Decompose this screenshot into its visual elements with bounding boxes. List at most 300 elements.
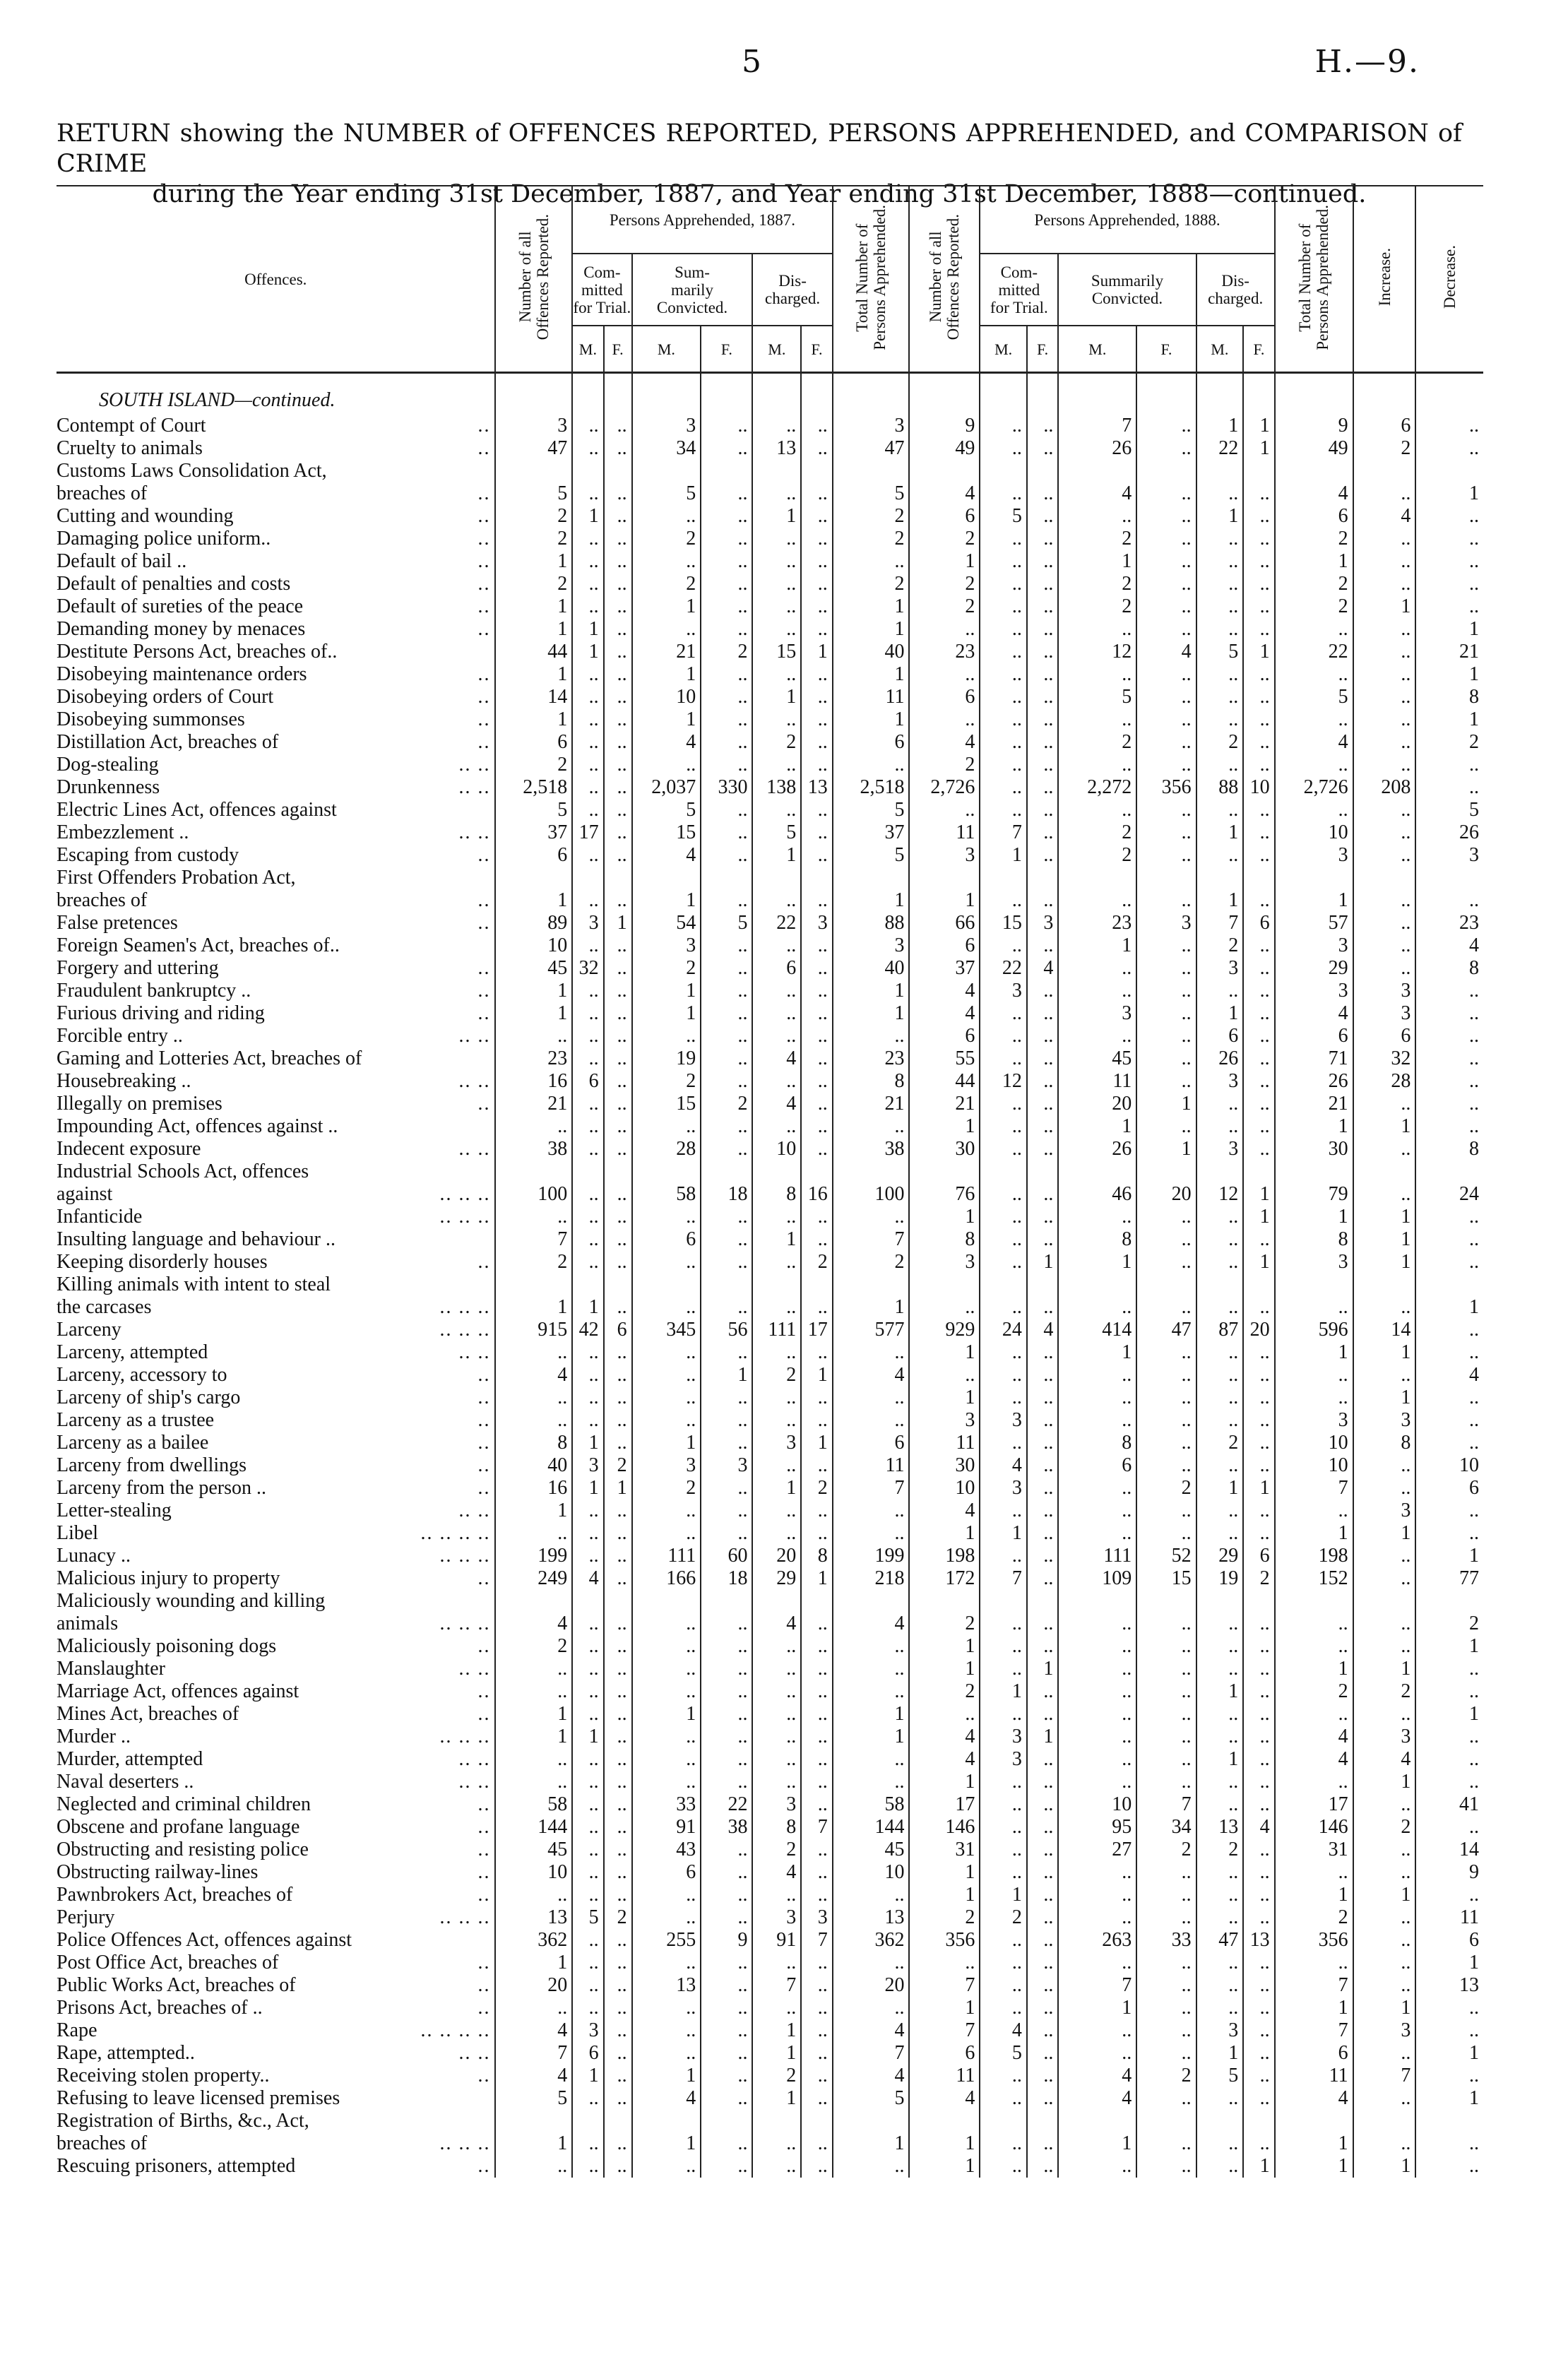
value-cell: ..: [980, 1206, 1027, 1228]
value-cell: [701, 867, 752, 889]
value-cell: 1: [980, 1522, 1027, 1545]
offence-name-cell: [57, 2019, 495, 2042]
offence-name: Illegally on premises: [57, 1093, 222, 1115]
value-cell: 13: [1243, 1929, 1274, 1952]
value-cell: 21: [495, 1093, 572, 1115]
value-cell: ..: [572, 1138, 603, 1160]
offence-name: Default of bail ..: [57, 550, 187, 572]
value-cell: 1: [495, 1296, 572, 1319]
value-cell: 2: [1415, 1613, 1483, 1635]
value-cell: 54: [632, 912, 701, 934]
value-cell: 577: [833, 1319, 910, 1341]
value-cell: 1: [833, 1726, 910, 1748]
offence-name-cell: [57, 460, 495, 482]
value-cell: 4: [632, 2087, 701, 2110]
offence-name-cell: [57, 799, 495, 821]
value-cell: 6: [1353, 1025, 1416, 1047]
value-cell: ..: [909, 708, 980, 731]
value-cell: ..: [604, 1002, 632, 1025]
value-cell: 111: [752, 1319, 801, 1341]
table-row: [57, 980, 1483, 1002]
value-cell: 23: [833, 1047, 910, 1070]
value-cell: 32: [1353, 1047, 1416, 1070]
value-cell: ..: [1027, 1952, 1058, 1974]
value-cell: 2: [701, 641, 752, 663]
value-cell: 1: [1275, 1341, 1353, 1364]
offence-name-cell: [57, 595, 495, 618]
header-m: M.: [980, 326, 1027, 373]
value-cell: ..: [1196, 595, 1244, 618]
value-cell: 7: [752, 1974, 801, 1997]
value-cell: [909, 460, 980, 482]
value-cell: ..: [604, 1816, 632, 1839]
value-cell: ..: [1136, 1703, 1196, 1726]
value-cell: ..: [1243, 1703, 1274, 1726]
value-cell: ..: [1415, 1997, 1483, 2019]
offence-name-cell: [57, 1658, 495, 1680]
value-cell: 1: [495, 1002, 572, 1025]
value-cell: ..: [980, 2132, 1027, 2155]
value-cell: ..: [1136, 957, 1196, 980]
value-cell: ..: [701, 663, 752, 686]
value-cell: ..: [701, 2065, 752, 2087]
offence-name-cell: [57, 1545, 495, 1567]
value-cell: ..: [604, 889, 632, 912]
value-cell: ..: [980, 708, 1027, 731]
leader-dots: ..: [477, 550, 491, 572]
value-cell: 5: [1196, 2065, 1244, 2087]
value-cell: 109: [1058, 1567, 1136, 1590]
value-cell: ..: [1243, 1500, 1274, 1522]
value-cell: ..: [572, 1816, 603, 1839]
value-cell: ..: [1058, 1748, 1136, 1771]
offence-name: Maliciously poisoning dogs: [57, 1635, 277, 1657]
value-cell: ..: [1196, 663, 1244, 686]
value-cell: ..: [701, 2087, 752, 2110]
value-cell: ..: [572, 1047, 603, 1070]
value-cell: 10: [1415, 1454, 1483, 1477]
value-cell: ..: [1136, 1251, 1196, 1273]
value-cell: 13: [752, 437, 801, 460]
value-cell: ..: [604, 1251, 632, 1273]
value-cell: ..: [1196, 1906, 1244, 1929]
value-cell: ..: [1196, 1387, 1244, 1409]
value-cell: 2,726: [909, 776, 980, 799]
value-cell: ..: [980, 550, 1027, 573]
value-cell: 6: [833, 1432, 910, 1454]
value-cell: 1: [572, 641, 603, 663]
table-row: [57, 1047, 1483, 1070]
header-f: F.: [604, 326, 632, 373]
value-cell: ..: [1196, 482, 1244, 505]
leader-dots: ..: [477, 731, 491, 753]
value-cell: 1: [1196, 2042, 1244, 2065]
offence-name-cell: [57, 1432, 495, 1454]
value-cell: 1: [495, 708, 572, 731]
value-cell: 2: [1058, 731, 1136, 754]
value-cell: 1: [1353, 1522, 1416, 1545]
value-cell: 1: [1353, 1206, 1416, 1228]
value-cell: 3: [752, 1432, 801, 1454]
value-cell: ..: [1415, 550, 1483, 573]
value-cell: 3: [572, 1454, 603, 1477]
value-cell: ..: [1353, 934, 1416, 957]
leader-dots: ..: [477, 957, 491, 979]
value-cell: 3: [833, 415, 910, 437]
value-cell: 37: [909, 957, 980, 980]
value-cell: ..: [604, 1613, 632, 1635]
value-cell: ..: [1196, 550, 1244, 573]
offence-name: Forcible entry ..: [57, 1025, 183, 1047]
value-cell: [980, 1160, 1027, 1183]
value-cell: 100: [495, 1183, 572, 1206]
value-cell: ..: [572, 1115, 603, 1138]
offence-name: Larceny of ship's cargo: [57, 1387, 241, 1408]
value-cell: ..: [1353, 686, 1416, 708]
leader-dots: .. ..: [458, 821, 491, 843]
value-cell: 2: [1058, 844, 1136, 867]
value-cell: ..: [1027, 1409, 1058, 1432]
value-cell: [1243, 1273, 1274, 1296]
offence-name: Furious driving and riding: [57, 1002, 265, 1024]
leader-dots: ..: [477, 1952, 491, 1973]
value-cell: ..: [1275, 618, 1353, 641]
value-cell: ..: [1353, 2132, 1416, 2155]
value-cell: 146: [1275, 1816, 1353, 1839]
value-cell: 1: [801, 1567, 832, 1590]
value-cell: ..: [1196, 573, 1244, 595]
offence-name-cell: [57, 912, 495, 934]
value-cell: ..: [1027, 1500, 1058, 1522]
table-row: [57, 1387, 1483, 1409]
offence-name: Impounding Act, offences against ..: [57, 1115, 338, 1137]
value-cell: 31: [909, 1839, 980, 1861]
value-cell: ..: [1027, 2019, 1058, 2042]
value-cell: 4: [495, 2065, 572, 2087]
value-cell: ..: [1058, 1522, 1136, 1545]
offence-name-cell: [57, 1567, 495, 1590]
offence-name-cell: [57, 844, 495, 867]
value-cell: 91: [632, 1816, 701, 1839]
value-cell: ..: [1353, 550, 1416, 573]
value-cell: 2,037: [632, 776, 701, 799]
value-cell: 7: [1058, 415, 1136, 437]
value-cell: ..: [632, 1884, 701, 1906]
value-cell: ..: [1027, 1906, 1058, 1929]
value-cell: ..: [1027, 1884, 1058, 1906]
leader-dots: ..: [477, 1432, 491, 1454]
page-number: 5: [742, 44, 761, 80]
value-cell: ..: [1027, 821, 1058, 844]
value-cell: ..: [701, 1748, 752, 1771]
value-cell: 144: [495, 1816, 572, 1839]
value-cell: 32: [572, 957, 603, 980]
value-cell: 4: [909, 1500, 980, 1522]
value-cell: ..: [1027, 980, 1058, 1002]
value-cell: ..: [801, 844, 832, 867]
value-cell: ..: [909, 799, 980, 821]
value-cell: ..: [604, 1364, 632, 1387]
offence-name: Registration of Births, &c., Act,: [57, 2110, 309, 2132]
value-cell: [632, 1273, 701, 1296]
value-cell: ..: [752, 1387, 801, 1409]
value-cell: ..: [1243, 1115, 1274, 1138]
leader-dots: .. .. ..: [439, 1613, 491, 1634]
value-cell: ..: [1136, 618, 1196, 641]
offence-name-cell: [57, 754, 495, 776]
value-cell: 3: [1196, 957, 1244, 980]
value-cell: 1: [909, 889, 980, 912]
value-cell: ..: [1196, 1771, 1244, 1793]
value-cell: ..: [980, 415, 1027, 437]
value-cell: ..: [801, 663, 832, 686]
value-cell: ..: [801, 2132, 832, 2155]
value-cell: 1: [1058, 1997, 1136, 2019]
table-row: [57, 505, 1483, 528]
value-cell: ..: [1415, 2132, 1483, 2155]
value-cell: ..: [1243, 1387, 1274, 1409]
value-cell: [1353, 1160, 1416, 1183]
value-cell: 6: [632, 1228, 701, 1251]
value-cell: ..: [495, 1387, 572, 1409]
offence-name-cell: [57, 1613, 495, 1635]
offence-name-cell: [57, 1816, 495, 1839]
value-cell: 8: [801, 1545, 832, 1567]
value-cell: ..: [1027, 663, 1058, 686]
leader-dots: ..: [477, 1974, 491, 1996]
header-total-apprehended-1888: [1275, 186, 1353, 373]
value-cell: ..: [495, 1341, 572, 1364]
offence-name: animals: [57, 1613, 119, 1634]
leader-dots: ..: [477, 912, 491, 934]
header-m: M.: [752, 326, 801, 373]
value-cell: ..: [1275, 1387, 1353, 1409]
value-cell: 38: [495, 1138, 572, 1160]
value-cell: 2: [632, 1070, 701, 1093]
value-cell: ..: [980, 1839, 1027, 1861]
table-row: [57, 731, 1483, 754]
leader-dots: ..: [477, 1884, 491, 1906]
value-cell: 2: [701, 1093, 752, 1115]
value-cell: ..: [1136, 686, 1196, 708]
value-cell: ..: [1027, 1432, 1058, 1454]
value-cell: ..: [1136, 528, 1196, 550]
value-cell: ..: [1027, 482, 1058, 505]
value-cell: ..: [752, 708, 801, 731]
value-cell: 1: [1275, 1997, 1353, 2019]
value-cell: [752, 460, 801, 482]
value-cell: ..: [632, 505, 701, 528]
value-cell: [1353, 1273, 1416, 1296]
value-cell: 45: [495, 957, 572, 980]
offence-name-cell: [57, 1748, 495, 1771]
value-cell: ..: [1136, 1771, 1196, 1793]
value-cell: ..: [1196, 1997, 1244, 2019]
offence-name: Destitute Persons Act, breaches of..: [57, 641, 338, 663]
value-cell: ..: [801, 1070, 832, 1093]
value-cell: [1353, 867, 1416, 889]
value-cell: 2: [1058, 595, 1136, 618]
value-cell: ..: [572, 1929, 603, 1952]
value-cell: 8: [1415, 957, 1483, 980]
value-cell: 1: [1275, 1115, 1353, 1138]
value-cell: ..: [801, 1454, 832, 1477]
offence-name-cell: [57, 2155, 495, 2178]
value-cell: ..: [801, 754, 832, 776]
leader-dots: ..: [477, 1002, 491, 1024]
value-cell: 4: [1353, 505, 1416, 528]
value-cell: ..: [1136, 2155, 1196, 2178]
value-cell: 1: [752, 2019, 801, 2042]
value-cell: 4: [980, 2019, 1027, 2042]
value-cell: ..: [1353, 1138, 1416, 1160]
value-cell: ..: [801, 731, 832, 754]
value-cell: ..: [632, 2042, 701, 2065]
value-cell: ..: [980, 1138, 1027, 1160]
value-cell: 38: [701, 1816, 752, 1839]
value-cell: ..: [1196, 1251, 1244, 1273]
value-cell: 3: [801, 1906, 832, 1929]
header-decrease: [1415, 186, 1483, 373]
value-cell: ..: [801, 1409, 832, 1432]
value-cell: ..: [701, 2019, 752, 2042]
value-cell: ..: [1136, 1432, 1196, 1454]
offence-name: Industrial Schools Act, offences: [57, 1160, 309, 1182]
value-cell: ..: [1196, 708, 1244, 731]
header-summarily-1887: [632, 254, 753, 326]
value-cell: ..: [1027, 641, 1058, 663]
value-cell: ..: [980, 595, 1027, 618]
value-cell: ..: [833, 1635, 910, 1658]
value-cell: 1: [572, 618, 603, 641]
value-cell: ..: [801, 595, 832, 618]
offence-name-cell: [57, 708, 495, 731]
value-cell: ..: [980, 1974, 1027, 1997]
value-cell: 1: [909, 1387, 980, 1409]
value-cell: ..: [604, 663, 632, 686]
value-cell: ..: [1058, 754, 1136, 776]
value-cell: 8: [1275, 1228, 1353, 1251]
value-cell: 2: [495, 505, 572, 528]
value-cell: 4: [1058, 2065, 1136, 2087]
value-cell: ..: [980, 1047, 1027, 1070]
value-cell: ..: [604, 1771, 632, 1793]
offence-name-cell: [57, 505, 495, 528]
table-row: [57, 1093, 1483, 1115]
value-cell: 345: [632, 1319, 701, 1341]
header-persons-apprehended-1887: Persons Apprehended, 1887.: [572, 186, 832, 254]
value-cell: ..: [1415, 1047, 1483, 1070]
offence-name-cell: [57, 1500, 495, 1522]
value-cell: ..: [701, 437, 752, 460]
value-cell: ..: [495, 1997, 572, 2019]
value-cell: 17: [909, 1793, 980, 1816]
value-cell: ..: [604, 1929, 632, 1952]
value-cell: ..: [801, 1228, 832, 1251]
value-cell: ..: [701, 708, 752, 731]
value-cell: ..: [801, 821, 832, 844]
value-cell: ..: [604, 754, 632, 776]
offence-name: Housebreaking ..: [57, 1070, 191, 1092]
value-cell: ..: [1275, 1952, 1353, 1974]
value-cell: ..: [632, 1997, 701, 2019]
offence-name: Obstructing and resisting police: [57, 1839, 309, 1860]
value-cell: ..: [701, 1002, 752, 1025]
value-cell: ..: [701, 1296, 752, 1319]
value-cell: ..: [1243, 1296, 1274, 1319]
value-cell: 1: [1196, 821, 1244, 844]
value-cell: ..: [752, 1771, 801, 1793]
value-cell: [1196, 867, 1244, 889]
value-cell: [604, 1160, 632, 1183]
value-cell: [604, 1273, 632, 1296]
value-cell: 6: [604, 1319, 632, 1341]
value-cell: 9: [1275, 415, 1353, 437]
value-cell: ..: [604, 2087, 632, 2110]
value-cell: ..: [1353, 1929, 1416, 1952]
value-cell: ..: [1243, 2065, 1274, 2087]
value-cell: 1: [1196, 1748, 1244, 1771]
value-cell: 6: [1275, 505, 1353, 528]
value-cell: ..: [632, 1500, 701, 1522]
leader-dots: ..: [477, 686, 491, 708]
value-cell: [1136, 460, 1196, 482]
value-cell: ..: [1196, 1793, 1244, 1816]
value-cell: ..: [1275, 754, 1353, 776]
value-cell: 52: [1136, 1545, 1196, 1567]
value-cell: 18: [701, 1183, 752, 1206]
value-cell: 33: [632, 1793, 701, 1816]
value-cell: 4: [1058, 482, 1136, 505]
value-cell: ..: [1058, 1703, 1136, 1726]
value-cell: ..: [1058, 1613, 1136, 1635]
value-cell: ..: [604, 776, 632, 799]
value-cell: ..: [1243, 2132, 1274, 2155]
value-cell: 2: [752, 2065, 801, 2087]
value-cell: [1027, 867, 1058, 889]
value-cell: 37: [833, 821, 910, 844]
value-cell: [833, 2110, 910, 2132]
value-cell: ..: [604, 957, 632, 980]
value-cell: ..: [1353, 1296, 1416, 1319]
value-cell: ..: [1058, 2042, 1136, 2065]
value-cell: ..: [1415, 1341, 1483, 1364]
offence-name-cell: [57, 437, 495, 460]
value-cell: ..: [801, 1658, 832, 1680]
value-cell: ..: [980, 1387, 1027, 1409]
offence-name: Larceny, attempted: [57, 1341, 208, 1363]
value-cell: ..: [1415, 1409, 1483, 1432]
leader-dots: ..: [477, 1816, 491, 1838]
value-cell: 1: [1353, 1387, 1416, 1409]
value-cell: [801, 460, 832, 482]
value-cell: [701, 460, 752, 482]
value-cell: 17: [572, 821, 603, 844]
value-cell: ..: [572, 550, 603, 573]
value-cell: ..: [1415, 1500, 1483, 1522]
leader-dots: ..: [477, 528, 491, 550]
value-cell: ..: [1196, 1228, 1244, 1251]
value-cell: ..: [1243, 1364, 1274, 1387]
value-cell: ..: [801, 1500, 832, 1522]
value-cell: 1: [909, 1341, 980, 1364]
value-cell: ..: [632, 618, 701, 641]
value-cell: 47: [1136, 1319, 1196, 1341]
value-cell: ..: [572, 1839, 603, 1861]
value-cell: ..: [980, 1658, 1027, 1680]
table-row: [57, 1726, 1483, 1748]
value-cell: 19: [632, 1047, 701, 1070]
